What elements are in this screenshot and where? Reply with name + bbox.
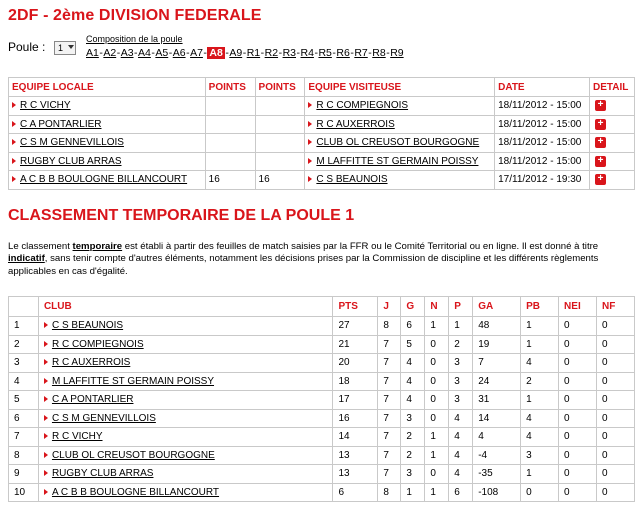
arrow-right-icon [12,176,16,182]
standings-cell-rank: 4 [9,372,39,391]
standings-header-g: G [401,297,425,317]
club-link[interactable]: R C VICHY [51,431,103,443]
arrow-right-icon [44,378,48,384]
standings-cell-nei: 0 [559,446,597,465]
poule-link-separator: - [386,47,390,59]
away-team-link[interactable]: R C COMPIEGNOIS [316,100,409,112]
poule-link-separator: - [260,47,265,59]
standings-cell-n: 1 [425,428,449,447]
away-team-link[interactable]: M LAFFITTE ST GERMAIN POISSY [316,155,479,167]
standings-cell-pb: 1 [521,391,559,410]
match-row [9,171,635,190]
poule-link-separator: - [151,47,155,59]
standings-row [9,391,635,410]
match-away-points: 16 [255,171,305,190]
header-date: DATE [495,78,590,97]
standings-row [9,483,635,502]
standings-cell-rank: 8 [9,446,39,465]
poule-link-separator: - [225,47,229,59]
match-away-points [255,134,305,153]
standings-cell-rank: 7 [9,428,39,447]
standings-cell-ga: 24 [473,372,521,391]
standings-cell-g: 1 [401,483,425,502]
standings-header-j: J [378,297,401,317]
standings-cell-nf: 0 [596,391,634,410]
poule-link-r4[interactable]: R4 [300,47,314,59]
standings-header-ga: GA [473,297,521,317]
standings-cell-nei: 0 [559,391,597,410]
match-away-cell [305,97,495,116]
standings-club-cell [38,317,333,336]
standings-cell-nf: 0 [596,354,634,373]
standings-header-pb: PB [521,297,559,317]
standings-cell-g: 3 [401,409,425,428]
standings-cell-n: 0 [425,354,449,373]
page-title: 2DF - 2ème DIVISION FEDERALE [8,7,262,24]
standings-cell-nf: 0 [596,335,634,354]
standings-cell-p: 3 [449,372,473,391]
standings-cell-nf: 0 [596,483,634,502]
standings-cell-ga: 48 [473,317,521,336]
standings-club-cell [38,446,333,465]
standings-cell-ga: -4 [473,446,521,465]
poule-link-a9[interactable]: A9 [229,47,243,59]
standings-cell-j: 7 [378,428,401,447]
match-date: 18/11/2012 - 15:00 [495,134,590,153]
standings-cell-rank: 2 [9,335,39,354]
poule-link-a7[interactable]: A7 [190,47,203,59]
arrow-right-icon [44,359,48,365]
standings-cell-pts: 17 [333,391,378,410]
intro-part-3: , sans tenir compte d'autres éléments, notamment les décisions prises par la Commission de discipline et les différents règlements applicables en cas d'égalité. [8,253,599,277]
match-home-cell [9,115,206,134]
standings-cell-nf: 0 [596,372,634,391]
match-away-points [255,152,305,171]
arrow-right-icon [44,452,48,458]
match-home-points: 16 [205,171,255,190]
standings-row [9,335,635,354]
arrow-right-icon [44,489,48,495]
poule-link-separator: - [332,47,336,59]
standings-cell-j: 7 [378,335,401,354]
home-team-link[interactable]: C S M GENNEVILLOIS [20,137,124,149]
poule-select-value: 1 [58,43,64,53]
intro-bold-temporaire: temporaire [72,241,123,252]
plus-icon[interactable]: + [595,119,606,130]
standings-header-club: CLUB [38,297,333,317]
standings-cell-nf: 0 [596,446,634,465]
standings-cell-pts: 16 [333,409,378,428]
standings-cell-n: 1 [425,446,449,465]
poule-link-a3[interactable]: A3 [120,47,134,59]
standings-cell-pb: 2 [521,372,559,391]
poule-link-a2[interactable]: A2 [103,47,117,59]
poule-link-a4[interactable]: A4 [138,47,151,59]
header-points-away: POINTS [255,78,305,97]
intro-text [8,241,638,278]
standings-cell-j: 8 [378,483,401,502]
chevron-down-icon [68,45,74,49]
standings-cell-j: 7 [378,446,401,465]
match-date: 18/11/2012 - 15:00 [495,115,590,134]
match-away-cell [305,134,495,153]
standings-cell-pb: 3 [521,446,559,465]
standings-cell-rank: 3 [9,354,39,373]
standings-header-nei: NEI [559,297,597,317]
standings-cell-pts: 13 [333,446,378,465]
arrow-right-icon [44,433,48,439]
standings-cell-pts: 13 [333,465,378,484]
standings-cell-nf: 0 [596,465,634,484]
match-date: 17/11/2012 - 19:30 [495,171,590,190]
match-detail-cell [590,97,635,116]
standings-cell-ga: -108 [473,483,521,502]
poule-links [86,47,404,59]
standings-club-cell [38,372,333,391]
poule-link-separator: - [278,47,283,59]
home-team-link[interactable]: C A PONTARLIER [20,118,102,130]
standings-cell-j: 7 [378,372,401,391]
standings-cell-nei: 0 [559,428,597,447]
composition-link[interactable]: Composition de la poule [86,34,183,44]
standings-cell-n: 1 [425,483,449,502]
standings-club-cell [38,391,333,410]
poule-link-r3[interactable]: R3 [282,47,296,59]
standings-cell-g: 2 [401,446,425,465]
club-link[interactable]: A C B B BOULOGNE BILLANCOURT [51,486,220,498]
header-home: EQUIPE LOCALE [9,78,206,97]
arrow-right-icon [308,121,312,127]
standings-header-pts: PTS [333,297,378,317]
arrow-right-icon [12,121,16,127]
match-date: 18/11/2012 - 15:00 [495,152,590,171]
match-detail-cell [590,152,635,171]
poule-link-separator: - [203,47,207,59]
standings-cell-pb: 1 [521,465,559,484]
away-team-link[interactable]: CLUB OL CREUSOT BOURGOGNE [316,137,480,149]
intro-part-1: Le classement [8,241,73,252]
standings-cell-pb: 4 [521,409,559,428]
poule-link-r8[interactable]: R8 [372,47,386,59]
poule-link-r9[interactable]: R9 [390,47,404,59]
match-detail-cell [590,134,635,153]
standings-cell-p: 3 [449,391,473,410]
poule-link-separator: - [134,47,138,59]
standings-cell-g: 4 [401,391,425,410]
poule-link-separator: - [242,47,247,59]
away-team-link[interactable]: R C AUXERROIS [316,118,395,130]
match-detail-cell [590,171,635,190]
match-home-cell [9,134,206,153]
arrow-right-icon [308,158,312,164]
arrow-right-icon [12,102,16,108]
standings-row [9,354,635,373]
poule-link-a5[interactable]: A5 [155,47,169,59]
poule-link-a1[interactable]: A1 [86,47,99,59]
standings-header-nf: NF [596,297,634,317]
standings-cell-n: 0 [425,465,449,484]
section-title: CLASSEMENT TEMPORAIRE DE LA POULE 1 [8,207,355,224]
standings-cell-n: 0 [425,372,449,391]
standings-cell-nf: 0 [596,317,634,336]
match-away-cell [305,171,495,190]
standings-cell-p: 4 [449,428,473,447]
standings-cell-ga: -35 [473,465,521,484]
standings-cell-nei: 0 [559,465,597,484]
standings-cell-j: 8 [378,317,401,336]
club-link[interactable]: R C AUXERROIS [51,357,131,369]
standings-cell-g: 3 [401,465,425,484]
arrow-right-icon [44,322,48,328]
standings-cell-j: 7 [378,354,401,373]
standings-cell-g: 4 [401,354,425,373]
standings-cell-nei: 0 [559,335,597,354]
standings-cell-nf: 0 [596,409,634,428]
poule-link-separator: - [368,47,372,59]
standings-row [9,446,635,465]
home-team-link[interactable]: RUGBY CLUB ARRAS [20,155,122,167]
standings-cell-pts: 21 [333,335,378,354]
standings-cell-n: 0 [425,335,449,354]
poule-link-r1[interactable]: R1 [246,47,261,59]
standings-cell-rank: 6 [9,409,39,428]
standings-table [8,296,635,502]
poule-link-separator: - [99,47,103,59]
match-away-points [255,97,305,116]
matches-header-row [9,78,635,97]
standings-cell-rank: 10 [9,483,39,502]
standings-header-rank [9,297,39,317]
match-row [9,97,635,116]
header-detail: DETAIL [590,78,635,97]
poule-link-r7[interactable]: R7 [354,47,368,59]
away-team-link[interactable]: C S BEAUNOIS [316,174,388,186]
club-link[interactable]: CLUB OL CREUSOT BOURGOGNE [51,449,215,461]
standings-cell-g: 6 [401,317,425,336]
standings-cell-pb: 4 [521,428,559,447]
poule-link-separator: - [116,47,121,59]
poule-select[interactable] [54,41,76,55]
poule-link-separator: - [186,47,190,59]
standings-cell-ga: 14 [473,409,521,428]
standings-cell-pb: 1 [521,317,559,336]
match-detail-cell [590,115,635,134]
plus-icon[interactable]: + [595,137,606,148]
standings-cell-pb: 0 [521,483,559,502]
standings-cell-pb: 4 [521,354,559,373]
standings-cell-p: 6 [449,483,473,502]
standings-cell-ga: 19 [473,335,521,354]
arrow-right-icon [44,341,48,347]
poule-link-separator: - [296,47,300,59]
match-row [9,134,635,153]
match-home-cell [9,171,206,190]
arrow-right-icon [44,470,48,476]
home-team-link[interactable]: R C VICHY [20,100,71,112]
intro-part-2: est établi à partir des feuilles de match saisies par la FFR ou le Comité Territorial ou en ligne. Il est donné à titre [122,241,599,252]
arrow-right-icon [308,102,312,108]
standings-header-n: N [425,297,449,317]
match-home-points [205,152,255,171]
standings-row [9,409,635,428]
standings-row [9,465,635,484]
poule-link-a8[interactable]: A8 [209,47,223,59]
poule-link-separator: - [168,47,173,59]
standings-cell-ga: 4 [473,428,521,447]
match-date: 18/11/2012 - 15:00 [495,97,590,116]
match-home-points [205,134,255,153]
header-away: EQUIPE VISITEUSE [305,78,495,97]
standings-cell-ga: 7 [473,354,521,373]
poule-link-separator: - [350,47,354,59]
club-link[interactable]: C A PONTARLIER [51,394,134,406]
match-home-cell [9,152,206,171]
club-link[interactable]: C S M GENNEVILLOIS [51,412,156,424]
standings-club-cell [38,354,333,373]
match-home-points [205,97,255,116]
standings-cell-p: 4 [449,409,473,428]
standings-cell-p: 1 [449,317,473,336]
poule-link-r5[interactable]: R5 [318,47,332,59]
standings-row [9,317,635,336]
poule-link-a6[interactable]: A6 [172,47,186,59]
standings-cell-nf: 0 [596,428,634,447]
standings-cell-n: 0 [425,409,449,428]
standings-cell-pb: 1 [521,335,559,354]
standings-header-row [9,297,635,317]
poule-link-r6[interactable]: R6 [336,47,350,59]
plus-icon[interactable]: + [595,174,606,185]
poule-label: Poule : [8,40,46,54]
standings-cell-rank: 1 [9,317,39,336]
standings-club-cell [38,483,333,502]
standings-club-cell [38,409,333,428]
poule-link-separator: - [314,47,318,59]
club-link[interactable]: R C COMPIEGNOIS [51,338,144,350]
standings-cell-p: 2 [449,335,473,354]
standings-cell-ga: 31 [473,391,521,410]
intro-bold-indicatif: indicatif [8,253,45,265]
standings-cell-rank: 9 [9,465,39,484]
standings-cell-n: 1 [425,317,449,336]
match-away-points [255,115,305,134]
standings-cell-g: 2 [401,428,425,447]
standings-header-p: P [449,297,473,317]
arrow-right-icon [308,176,312,182]
standings-cell-pts: 18 [333,372,378,391]
standings-club-cell [38,335,333,354]
standings-cell-nei: 0 [559,483,597,502]
match-row [9,115,635,134]
arrow-right-icon [308,139,312,145]
standings-cell-nei: 0 [559,317,597,336]
standings-cell-j: 7 [378,391,401,410]
plus-icon[interactable]: + [595,100,606,111]
standings-row [9,372,635,391]
match-home-points [205,115,255,134]
matches-table [8,77,635,190]
standings-cell-p: 3 [449,354,473,373]
standings-cell-pts: 27 [333,317,378,336]
standings-club-cell [38,428,333,447]
standings-cell-rank: 5 [9,391,39,410]
standings-cell-nei: 0 [559,409,597,428]
standings-row [9,428,635,447]
standings-cell-g: 4 [401,372,425,391]
header-points-home: POINTS [205,78,255,97]
standings-club-cell [38,465,333,484]
standings-cell-pts: 20 [333,354,378,373]
standings-cell-j: 7 [378,465,401,484]
match-home-cell [9,97,206,116]
home-team-link[interactable]: A C B B BOULOGNE BILLANCOURT [20,174,188,186]
arrow-right-icon [44,396,48,402]
club-link[interactable]: M LAFFITTE ST GERMAIN POISSY [51,375,215,387]
standings-cell-pts: 14 [333,428,378,447]
poule-link-r2[interactable]: R2 [264,47,279,59]
arrow-right-icon [44,415,48,421]
arrow-right-icon [12,158,16,164]
standings-cell-pts: 6 [333,483,378,502]
standings-cell-nei: 0 [559,354,597,373]
arrow-right-icon [12,139,16,145]
match-row [9,152,635,171]
plus-icon[interactable]: + [595,156,606,167]
standings-cell-n: 0 [425,391,449,410]
standings-cell-j: 7 [378,409,401,428]
standings-cell-p: 4 [449,446,473,465]
standings-cell-nei: 0 [559,372,597,391]
club-link[interactable]: C S BEAUNOIS [51,320,124,332]
match-away-cell [305,115,495,134]
standings-cell-g: 5 [401,335,425,354]
standings-cell-p: 4 [449,465,473,484]
club-link[interactable]: RUGBY CLUB ARRAS [51,468,154,480]
match-away-cell [305,152,495,171]
